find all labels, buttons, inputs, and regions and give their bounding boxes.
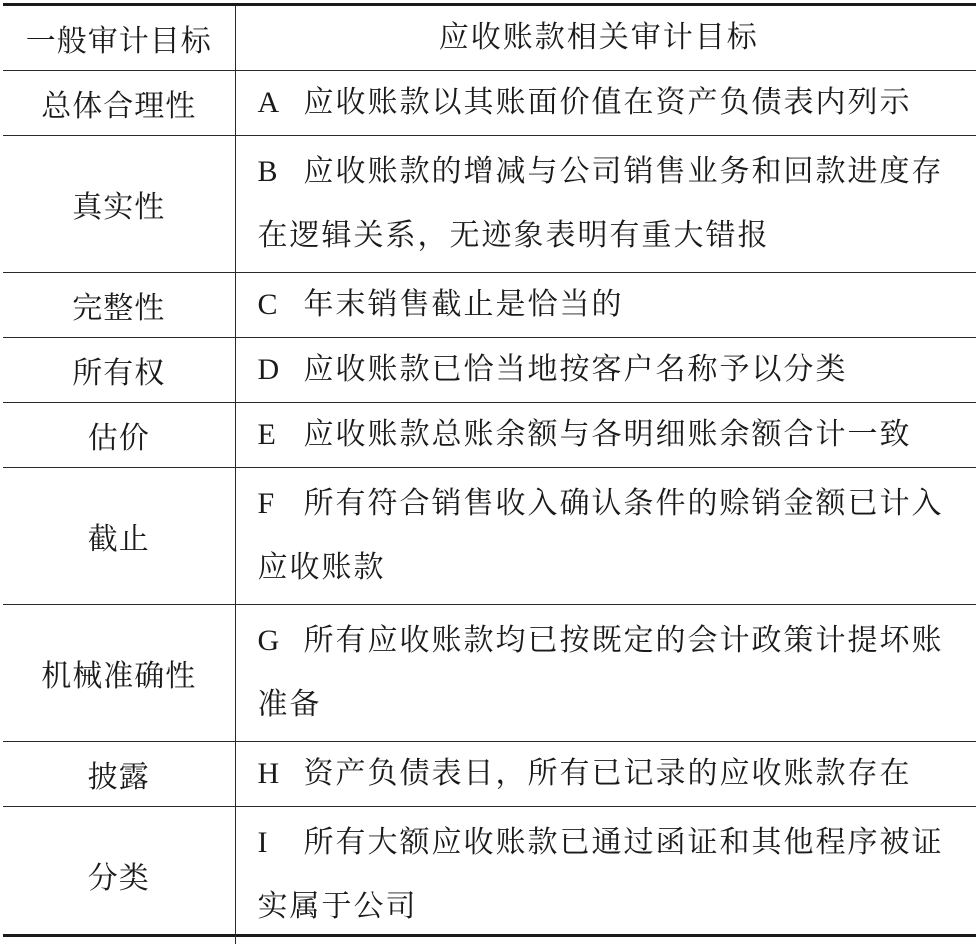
objective-text: 应收账款总账余额与各明细账余额合计一致 [303, 417, 912, 452]
receivable-objective-cell [235, 273, 976, 338]
general-objective-cell: 机械准确性 [3, 605, 235, 742]
objective-text: 所有符合销售收入确认条件的赊销金额已计入应收账款 [257, 486, 944, 585]
table-row [3, 273, 976, 338]
general-objective-cell: 总体合理性 [3, 71, 235, 136]
objective-text: 应收账款已恰当地按客户名称予以分类 [303, 352, 848, 387]
objective-letter: D [257, 353, 280, 386]
objective-letter: G [257, 624, 280, 657]
objective-text: 应收账款的增减与公司销售业务和回款进度存在逻辑关系，无迹象表明有重大错报 [257, 154, 944, 253]
general-objective-cell: 披露 [3, 742, 235, 807]
table-row [3, 403, 976, 468]
general-objective-cell: 估价 [3, 403, 235, 468]
table-row [3, 468, 976, 605]
receivable-objective-cell [235, 468, 976, 605]
objective-text: 资产负债表日，所有已记录的应收账款存在 [303, 756, 912, 791]
general-objective-cell: 所有权 [3, 338, 235, 403]
objective-letter: C [257, 288, 278, 321]
receivable-objective-cell [235, 807, 976, 944]
table-row [3, 338, 976, 403]
objective-letter: F [257, 487, 275, 520]
general-objective-cell: 截止 [3, 468, 235, 605]
general-objective-cell: 完整性 [3, 273, 235, 338]
table-row [3, 71, 976, 136]
table-row [3, 742, 976, 807]
objective-letter: B [257, 155, 278, 188]
receivable-objective-cell [235, 742, 976, 807]
receivable-objective-cell [235, 403, 976, 468]
objective-text: 年末销售截止是恰当的 [303, 287, 624, 322]
objective-letter: H [257, 757, 280, 790]
receivable-objective-cell [235, 71, 976, 136]
audit-objectives-table-frame [3, 3, 976, 937]
objective-letter: E [257, 418, 276, 451]
receivable-objective-cell [235, 605, 976, 742]
objective-text: 所有大额应收账款已通过函证和其他程序被证实属于公司 [257, 825, 944, 925]
objective-text: 应收账款以其账面价值在资产负债表内列示 [303, 85, 912, 120]
audit-objectives-table [3, 6, 976, 944]
general-objective-cell: 分类 [3, 807, 235, 944]
table-row [3, 605, 976, 742]
objective-letter: I [257, 826, 268, 860]
table-row [3, 807, 976, 944]
receivable-objective-cell [235, 136, 976, 273]
objective-letter: A [257, 86, 280, 119]
header-general-objective: 一般审计目标 [3, 6, 235, 71]
table-header-row [3, 6, 976, 71]
general-objective-cell: 真实性 [3, 136, 235, 273]
table-row [3, 136, 976, 273]
receivable-objective-cell [235, 338, 976, 403]
objective-text: 所有应收账款均已按既定的会计政策计提坏账准备 [257, 623, 944, 722]
header-receivable-objective: 应收账款相关审计目标 [235, 6, 976, 71]
